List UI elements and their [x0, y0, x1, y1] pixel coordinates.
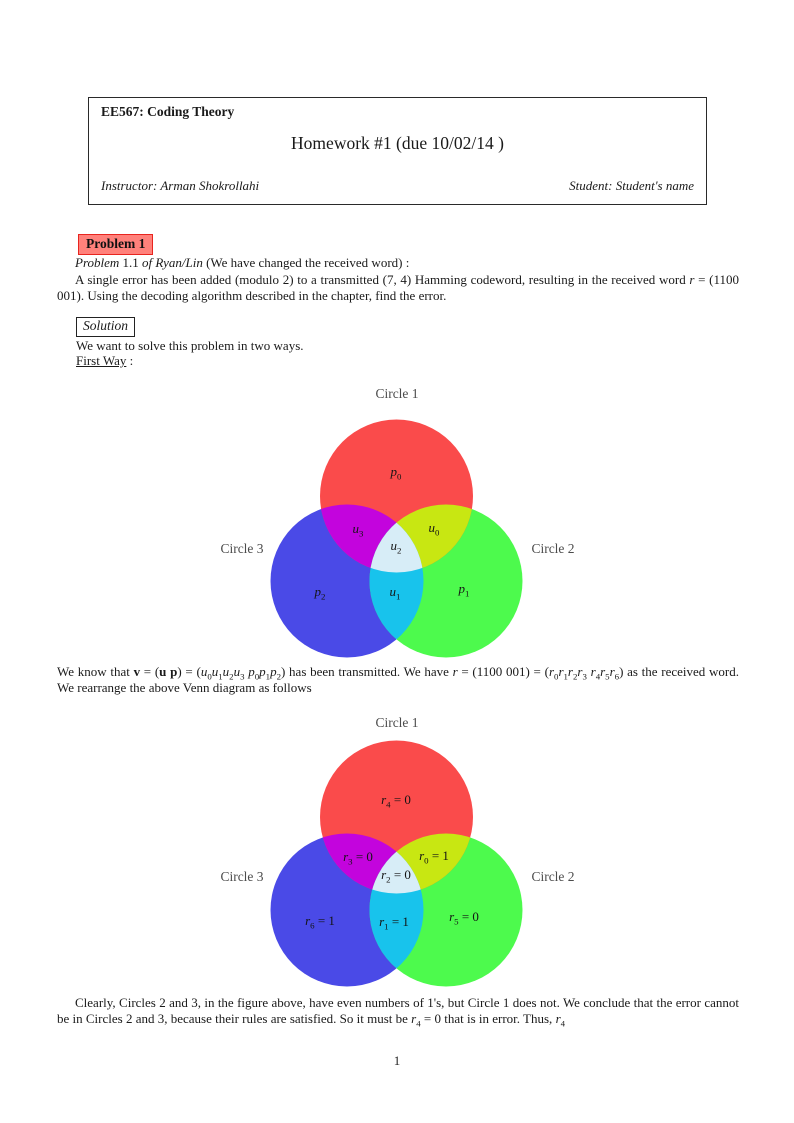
venn1-circle3-label: Circle 3 [220, 541, 264, 556]
credits-row [101, 178, 694, 194]
venn1-svg [0, 382, 794, 662]
venn2-circle3-label: Circle 3 [220, 869, 264, 884]
venn1-region-u2: $u_2$ [390, 538, 402, 556]
venn1-region-p0: $p_0$ [390, 464, 402, 482]
solution-box-label: Solution [76, 317, 135, 337]
student-label: Student: Student's name [569, 178, 694, 193]
problem-statement: A single error has been added (modulo 2) to a transmitted (7, 4) Hamming codeword, resulting in the received word r = (1100 001). Using the decoding algorithm described in the chapter, find the error. [57, 272, 739, 303]
venn1-region-u1: $u_1$ [389, 584, 401, 602]
first-way-colon: : [126, 353, 134, 368]
page-number: 1 [393, 1053, 401, 1068]
between-paragraph: We know that v = (u $p) = (u_0u_1u_2u_3$ $p_0p_1p_2$) has been transmitted. We have r = (1100 $001) = (r_0r_1r_2r_3$ $r_4r_5r_6$) as the received word. We rearrange the above Venn diagram as follows [57, 664, 740, 695]
venn2-region-r4: $r_4 = 0$ [381, 792, 411, 810]
venn2-region-r2: $r_2 = 0$ [381, 867, 411, 885]
problem-badge: Problem 1 [78, 234, 153, 255]
header-box [88, 97, 707, 205]
venn2-region-r5: $r_5 = 0$ [449, 909, 479, 927]
venn2-svg [0, 710, 794, 990]
venn2-circle2-label: Circle 2 [531, 869, 575, 884]
first-way-label: First Way [76, 353, 127, 368]
venn2-region-r3: $r_3 = 0$ [343, 849, 373, 867]
venn1-title: Circle 1 [375, 386, 419, 401]
conclusion-paragraph: Clearly, Circles 2 and 3, in the figure above, have even numbers of 1's, but Circle 1 does not. We conclude that the error cannot be in Circles 2 and 3, because their rules are satisfied. So it must be $r_4 = 0$ that is in error. Thus, $r_4$ [57, 995, 739, 1029]
venn1-region-u0: $u_0$ [428, 520, 440, 538]
venn2-region-r1: $r_1 = 1$ [379, 914, 409, 932]
venn2-region-r6: $r_6 = 1$ [305, 913, 335, 931]
homework-title: Homework #1 (due 10/02/14 ) [291, 133, 504, 153]
first-way-line [76, 353, 758, 369]
venn1-circle2-label: Circle 2 [531, 541, 575, 556]
venn2-region-r0: $r_0 = 1$ [419, 848, 449, 866]
venn-diagram-1 [0, 382, 794, 662]
instructor-label: Instructor: Arman Shokrollahi [101, 178, 260, 193]
solution-intro: We want to solve this problem in two ways. [76, 338, 304, 353]
venn1-region-u3: $u_3$ [352, 521, 364, 539]
course-title: EE567: Coding Theory [101, 104, 235, 119]
venn2-title: Circle 1 [375, 715, 419, 730]
problem-source: Problem 1.1 of Ryan/Lin (We have changed the received word) : [75, 255, 410, 270]
venn-diagram-2 [0, 710, 794, 990]
venn1-region-p2: $p_2$ [314, 584, 326, 602]
venn1-region-p1: $p_1$ [458, 581, 470, 599]
